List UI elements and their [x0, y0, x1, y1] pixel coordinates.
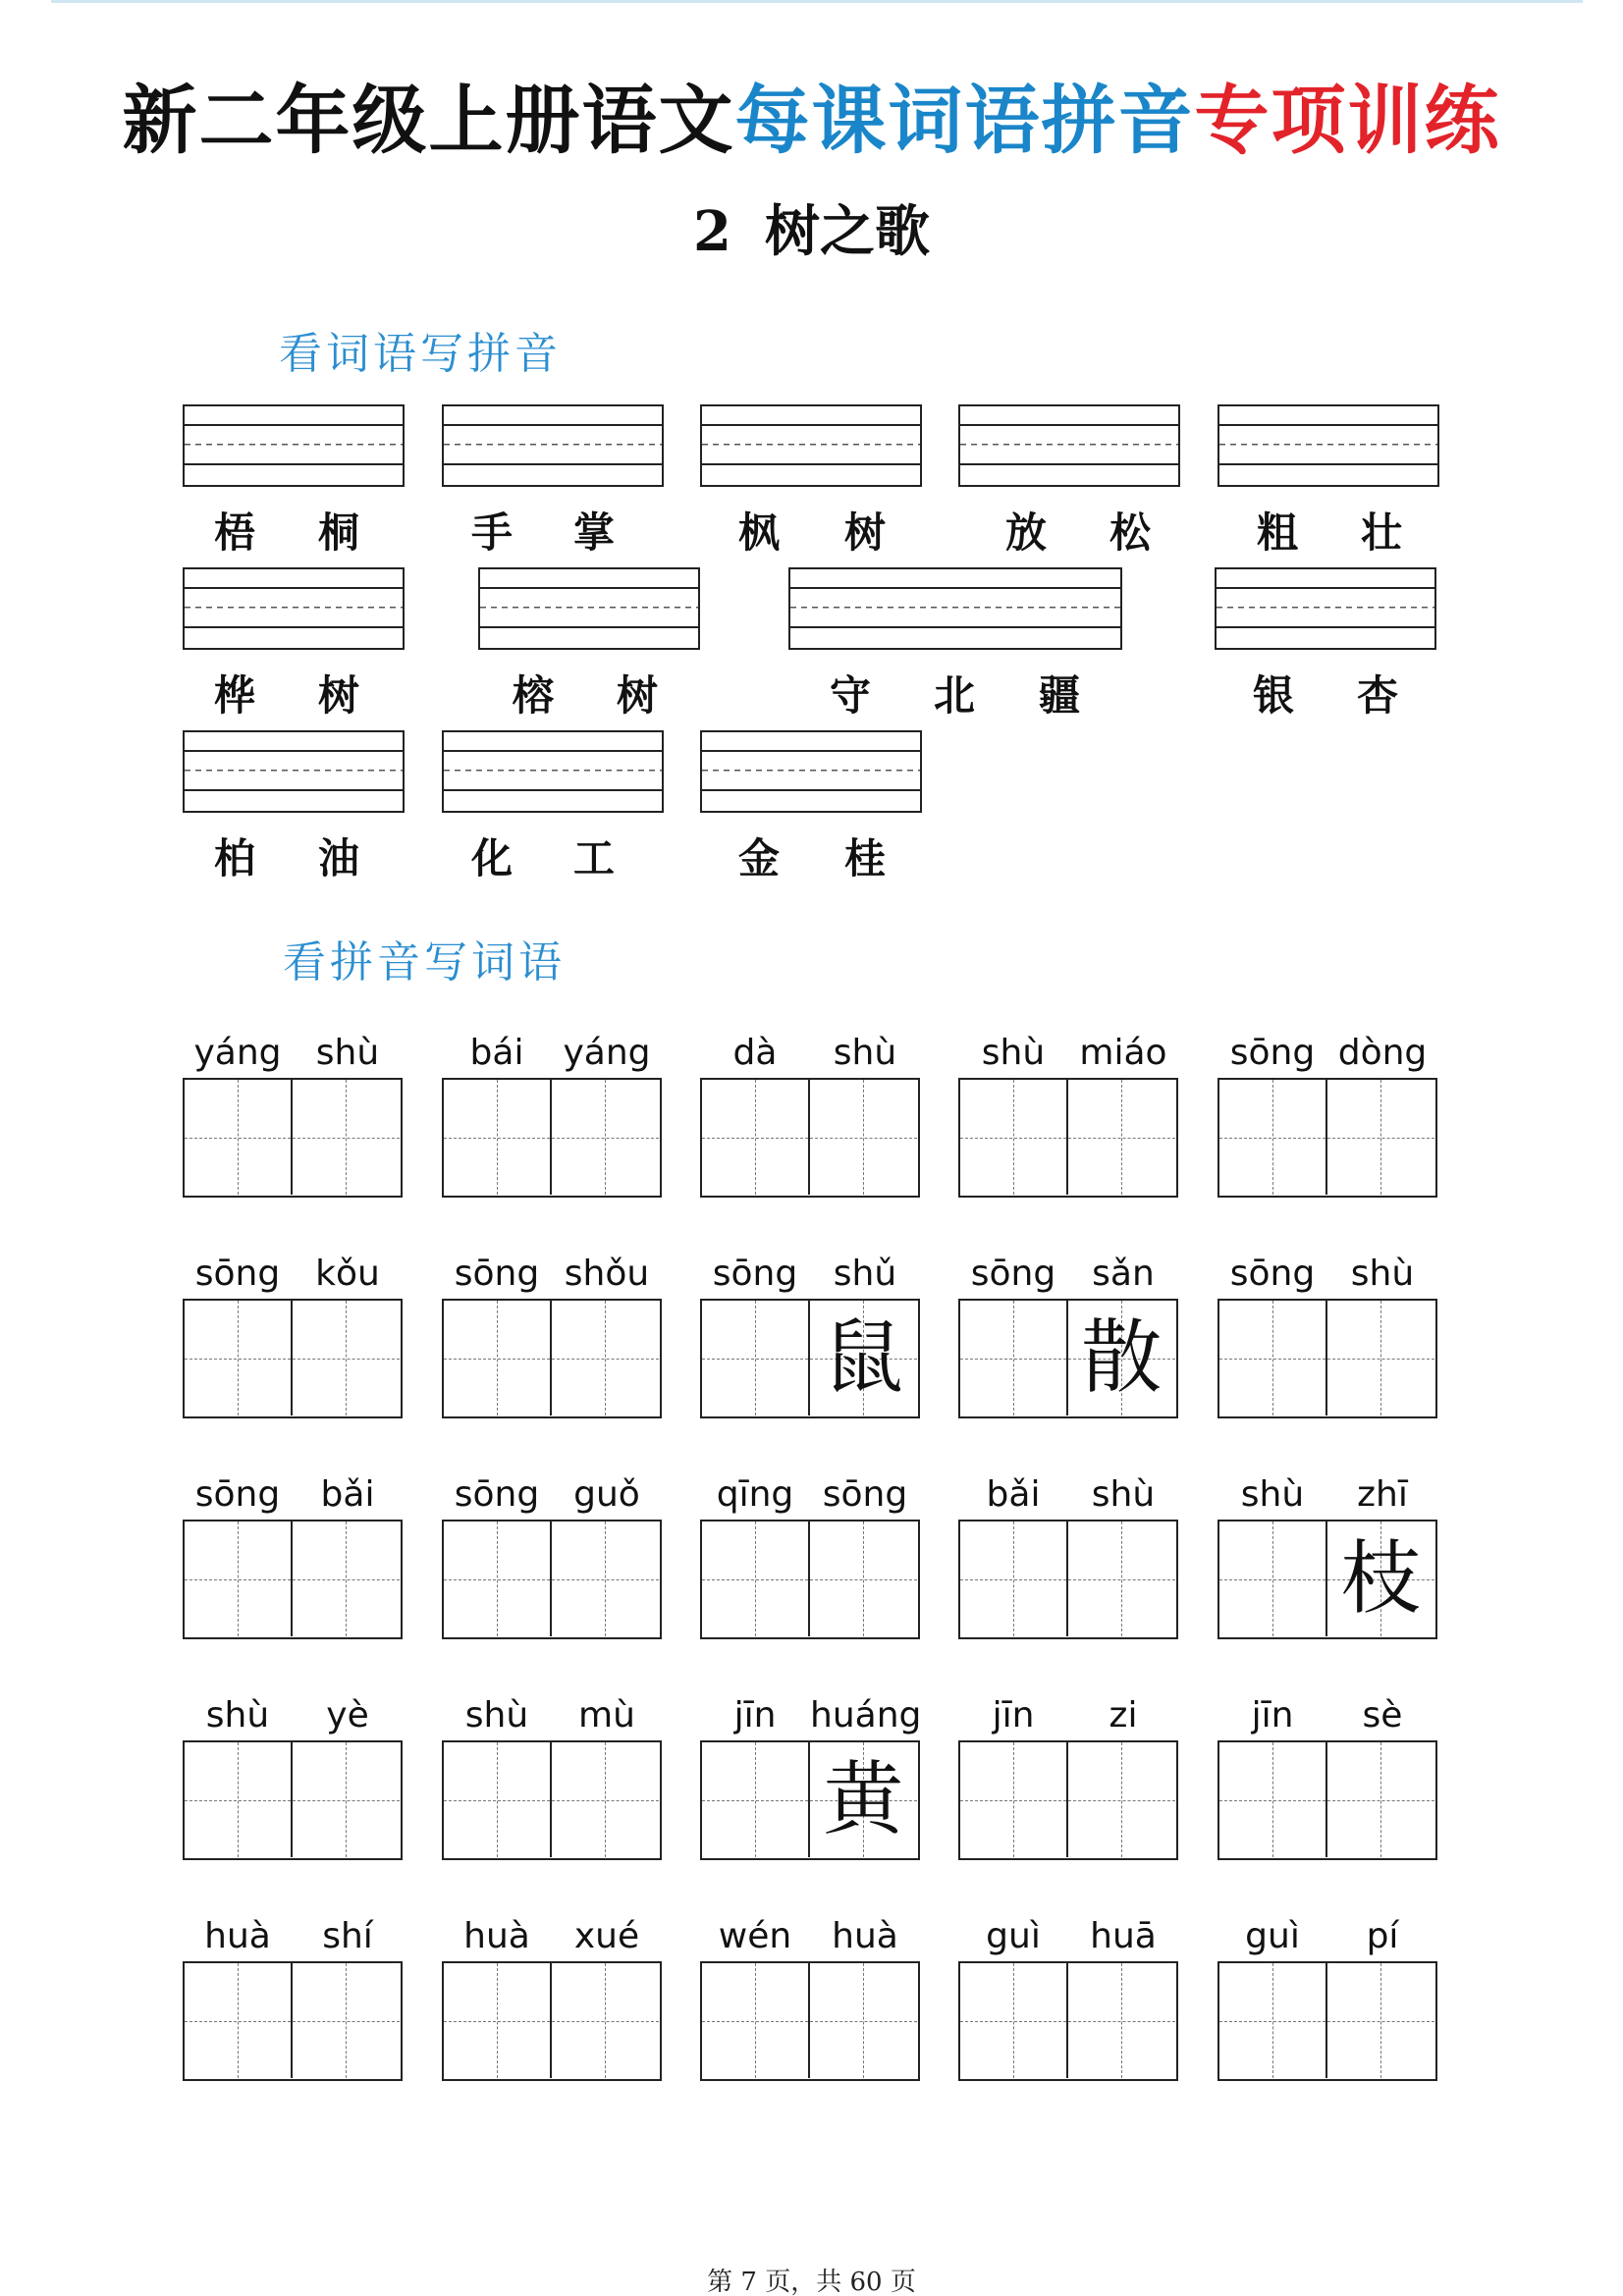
tianzige-grid [1217, 1299, 1437, 1418]
vocab-char: 松 [1109, 508, 1152, 557]
pinyin-label: zhī [1357, 1474, 1408, 1515]
pinyin-writing-box[interactable] [183, 404, 405, 487]
pinyin-writing-box[interactable] [478, 567, 700, 650]
tianzige-grid [442, 1078, 662, 1198]
pinyin-writing-box[interactable] [183, 730, 405, 813]
character-cell[interactable] [185, 1522, 293, 1636]
hint-character: 枝 [1340, 1532, 1422, 1626]
pinyin-label: shí [322, 1916, 373, 1956]
pinyin-label: sè [1362, 1695, 1403, 1735]
vocab-char: 枫 [738, 508, 781, 557]
tianzige-grid [183, 1740, 403, 1860]
tianzige-grid [183, 1078, 403, 1198]
pinyin-label: shù [1240, 1474, 1305, 1515]
page-title [0, 61, 1623, 168]
pinyin-word-item [1217, 1474, 1437, 1651]
lesson-number: 2 [693, 199, 731, 264]
tianzige-grid [958, 1299, 1178, 1418]
pinyin-writing-box[interactable] [442, 730, 664, 813]
pinyin-label: sōng [194, 1254, 281, 1294]
pinyin-label: yáng [563, 1033, 651, 1073]
tianzige-grid [958, 1520, 1178, 1639]
character-cell[interactable] [552, 1963, 660, 2078]
character-cell[interactable] [810, 1742, 918, 1857]
character-cell[interactable] [552, 1742, 660, 1857]
vocab-char: 粗 [1257, 508, 1299, 557]
vocab-char: 桂 [844, 834, 887, 882]
character-cell[interactable] [810, 1301, 918, 1415]
pinyin-word-item [183, 1033, 403, 1209]
pinyin-label: huā [1090, 1916, 1157, 1956]
pinyin-writing-box[interactable] [1217, 404, 1439, 487]
pinyin-label: sōng [454, 1474, 540, 1515]
character-cell[interactable] [293, 1963, 401, 2078]
tianzige-grid [958, 1740, 1178, 1860]
pinyin-label: huà [204, 1916, 271, 1956]
pinyin-label: jīn [1251, 1695, 1294, 1735]
pinyin-word-item [700, 1254, 920, 1430]
character-cell[interactable] [293, 1080, 401, 1195]
tianzige-grid [442, 1961, 662, 2081]
pinyin-label: shù [315, 1033, 380, 1073]
pinyin-label: sōng [712, 1254, 798, 1294]
page-number: 第 7 页，共 60 页 [707, 2268, 916, 2296]
pinyin-label: zi [1109, 1695, 1138, 1735]
tianzige-grid [700, 1740, 920, 1860]
character-cell[interactable] [1068, 1963, 1176, 2078]
character-cell[interactable] [702, 1742, 810, 1857]
pinyin-label: shù [1091, 1474, 1156, 1515]
pinyin-label: shǒu [564, 1254, 650, 1294]
character-cell[interactable] [1219, 1301, 1327, 1415]
pinyin-label: jīn [733, 1695, 777, 1735]
pinyin-label: shù [464, 1695, 529, 1735]
character-cell[interactable] [444, 1522, 552, 1636]
vocab-char: 工 [573, 834, 616, 882]
pinyin-writing-box[interactable] [700, 730, 922, 813]
vocab-char: 榕 [513, 671, 555, 720]
character-cell[interactable] [1327, 1080, 1435, 1195]
pinyin-label: shù [205, 1695, 270, 1735]
tianzige-grid [958, 1078, 1178, 1198]
pinyin-writing-box[interactable] [183, 567, 405, 650]
vocab-char: 疆 [1039, 671, 1081, 720]
character-cell[interactable] [960, 1963, 1068, 2078]
pinyin-label: shù [833, 1033, 897, 1073]
pinyin-word-item [183, 1695, 403, 1872]
character-cell[interactable] [293, 1301, 401, 1415]
pinyin-word-item [700, 1695, 920, 1872]
pinyin-label: mù [578, 1695, 635, 1735]
character-cell[interactable] [1327, 1522, 1435, 1636]
character-cell[interactable] [1219, 1963, 1327, 2078]
vocab-char: 银 [1253, 671, 1295, 720]
vocab-char: 树 [617, 671, 659, 720]
pinyin-word-item [183, 1254, 403, 1430]
pinyin-word-item [183, 1916, 403, 2093]
pinyin-label: bǎi [986, 1474, 1041, 1515]
character-cell[interactable] [1327, 1742, 1435, 1857]
vocab-char: 壮 [1361, 508, 1403, 557]
pinyin-label: huáng [810, 1695, 922, 1735]
character-cell[interactable] [444, 1301, 552, 1415]
character-cell[interactable] [960, 1080, 1068, 1195]
tianzige-grid [183, 1961, 403, 2081]
pinyin-word-item [700, 1033, 920, 1209]
character-cell[interactable] [810, 1522, 918, 1636]
character-cell[interactable] [1219, 1080, 1327, 1195]
character-cell[interactable] [1068, 1742, 1176, 1857]
character-cell[interactable] [702, 1301, 810, 1415]
section-title-write-words: 看拼音写词语 [283, 937, 566, 988]
character-cell[interactable] [960, 1742, 1068, 1857]
pinyin-label: kǒu [315, 1254, 380, 1294]
tianzige-grid [700, 1299, 920, 1418]
pinyin-writing-box[interactable] [700, 404, 922, 487]
tianzige-grid [1217, 1740, 1437, 1860]
pinyin-label: yáng [193, 1033, 282, 1073]
pinyin-word-item [1217, 1254, 1437, 1430]
pinyin-label: sōng [1229, 1254, 1316, 1294]
pinyin-label: qīng [716, 1474, 794, 1515]
tianzige-grid [442, 1740, 662, 1860]
pinyin-word-item [958, 1033, 1178, 1209]
pinyin-word-item [1217, 1695, 1437, 1872]
pinyin-word-item [958, 1474, 1178, 1651]
pinyin-label: huà [463, 1916, 530, 1956]
vocab-char: 杏 [1357, 671, 1399, 720]
pinyin-label: xué [573, 1916, 640, 1956]
vocab-char: 守 [830, 671, 872, 720]
tianzige-grid [1217, 1078, 1437, 1198]
tianzige-grid [958, 1961, 1178, 2081]
character-cell[interactable] [810, 1080, 918, 1195]
character-cell[interactable] [702, 1522, 810, 1636]
character-cell[interactable] [1219, 1742, 1327, 1857]
pinyin-word-item [442, 1033, 662, 1209]
pinyin-label: guì [1245, 1916, 1300, 1956]
character-cell[interactable] [1068, 1301, 1176, 1415]
pinyin-label: guì [986, 1916, 1041, 1956]
character-cell[interactable] [293, 1742, 401, 1857]
tianzige-grid [1217, 1961, 1437, 2081]
pinyin-word-item [442, 1474, 662, 1651]
vocab-char: 树 [318, 671, 360, 720]
vocab-char: 金 [738, 834, 781, 882]
hint-character: 黄 [823, 1753, 904, 1846]
pinyin-label: shù [1350, 1254, 1415, 1294]
pinyin-label: dà [732, 1033, 778, 1073]
character-cell[interactable] [810, 1963, 918, 2078]
pinyin-label: pí [1366, 1916, 1399, 1956]
tianzige-grid [183, 1520, 403, 1639]
vocab-char: 梧 [214, 508, 256, 557]
tianzige-grid [700, 1520, 920, 1639]
title-part-red: 专项训练 [1194, 77, 1501, 164]
pinyin-word-item [183, 1474, 403, 1651]
character-cell[interactable] [702, 1080, 810, 1195]
character-cell[interactable] [1219, 1522, 1327, 1636]
character-cell[interactable] [552, 1080, 660, 1195]
pinyin-writing-box[interactable] [958, 404, 1180, 487]
pinyin-label: shù [981, 1033, 1046, 1073]
character-cell[interactable] [185, 1301, 293, 1415]
pinyin-label: guǒ [573, 1474, 640, 1515]
vocab-char: 掌 [573, 508, 616, 557]
pinyin-word-item [700, 1916, 920, 2093]
pinyin-word-item [958, 1695, 1178, 1872]
pinyin-label: sōng [970, 1254, 1056, 1294]
tianzige-grid [700, 1961, 920, 2081]
section-title-write-pinyin: 看词语写拼音 [279, 329, 562, 379]
vocab-char: 北 [934, 671, 976, 720]
title-part-blue: 每课词语拼音 [734, 77, 1195, 164]
tianzige-grid [442, 1299, 662, 1418]
pinyin-label: dòng [1337, 1033, 1428, 1073]
vocab-char: 放 [1005, 508, 1048, 557]
tianzige-grid [1217, 1520, 1437, 1639]
pinyin-label: sōng [194, 1474, 281, 1515]
tianzige-grid [700, 1078, 920, 1198]
title-part-black: 新二年级上册语文 [122, 77, 735, 164]
pinyin-label: sōng [454, 1254, 540, 1294]
character-cell[interactable] [1068, 1080, 1176, 1195]
pinyin-word-item [958, 1916, 1178, 2093]
pinyin-label: shǔ [833, 1254, 897, 1294]
pinyin-word-item [958, 1254, 1178, 1430]
pinyin-label: jīn [992, 1695, 1035, 1735]
hint-character: 鼠 [823, 1311, 904, 1405]
pinyin-word-item [442, 1916, 662, 2093]
vocab-char: 柏 [214, 834, 256, 882]
pinyin-label: miáo [1079, 1033, 1167, 1073]
pinyin-word-item [1217, 1916, 1437, 2093]
pinyin-label: wén [718, 1916, 792, 1956]
top-rule [51, 0, 1583, 3]
character-cell[interactable] [1068, 1522, 1176, 1636]
pinyin-writing-box[interactable] [1215, 567, 1436, 650]
character-cell[interactable] [702, 1963, 810, 2078]
lesson-title: 树之歌 [764, 199, 930, 264]
vocab-char: 桐 [318, 508, 360, 557]
pinyin-label: sōng [822, 1474, 908, 1515]
tianzige-grid [183, 1299, 403, 1418]
pinyin-writing-box[interactable] [788, 567, 1122, 650]
character-cell[interactable] [552, 1522, 660, 1636]
character-cell[interactable] [444, 1080, 552, 1195]
pinyin-label: sǎn [1092, 1254, 1155, 1294]
character-cell[interactable] [185, 1963, 293, 2078]
pinyin-label: bái [469, 1033, 524, 1073]
pinyin-word-item [700, 1474, 920, 1651]
character-cell[interactable] [1327, 1963, 1435, 2078]
vocab-char: 树 [844, 508, 887, 557]
tianzige-grid [442, 1520, 662, 1639]
pinyin-label: yè [326, 1695, 369, 1735]
character-cell[interactable] [552, 1301, 660, 1415]
pinyin-label: huà [832, 1916, 898, 1956]
character-cell[interactable] [444, 1742, 552, 1857]
pinyin-word-item [442, 1695, 662, 1872]
pinyin-word-item [442, 1254, 662, 1430]
character-cell[interactable] [293, 1522, 401, 1636]
pinyin-word-item [1217, 1033, 1437, 1209]
vocab-char: 桦 [214, 671, 256, 720]
character-cell[interactable] [185, 1080, 293, 1195]
vocab-char: 手 [471, 508, 514, 557]
hint-character: 散 [1081, 1311, 1163, 1405]
character-cell[interactable] [1327, 1301, 1435, 1415]
character-cell[interactable] [444, 1963, 552, 2078]
pinyin-writing-box[interactable] [442, 404, 664, 487]
character-cell[interactable] [960, 1301, 1068, 1415]
character-cell[interactable] [960, 1522, 1068, 1636]
lesson-heading [0, 188, 1623, 267]
vocab-char: 化 [471, 834, 514, 882]
vocab-char: 油 [318, 834, 360, 882]
pinyin-label: sōng [1229, 1033, 1316, 1073]
character-cell[interactable] [185, 1742, 293, 1857]
pinyin-label: bǎi [320, 1474, 375, 1515]
